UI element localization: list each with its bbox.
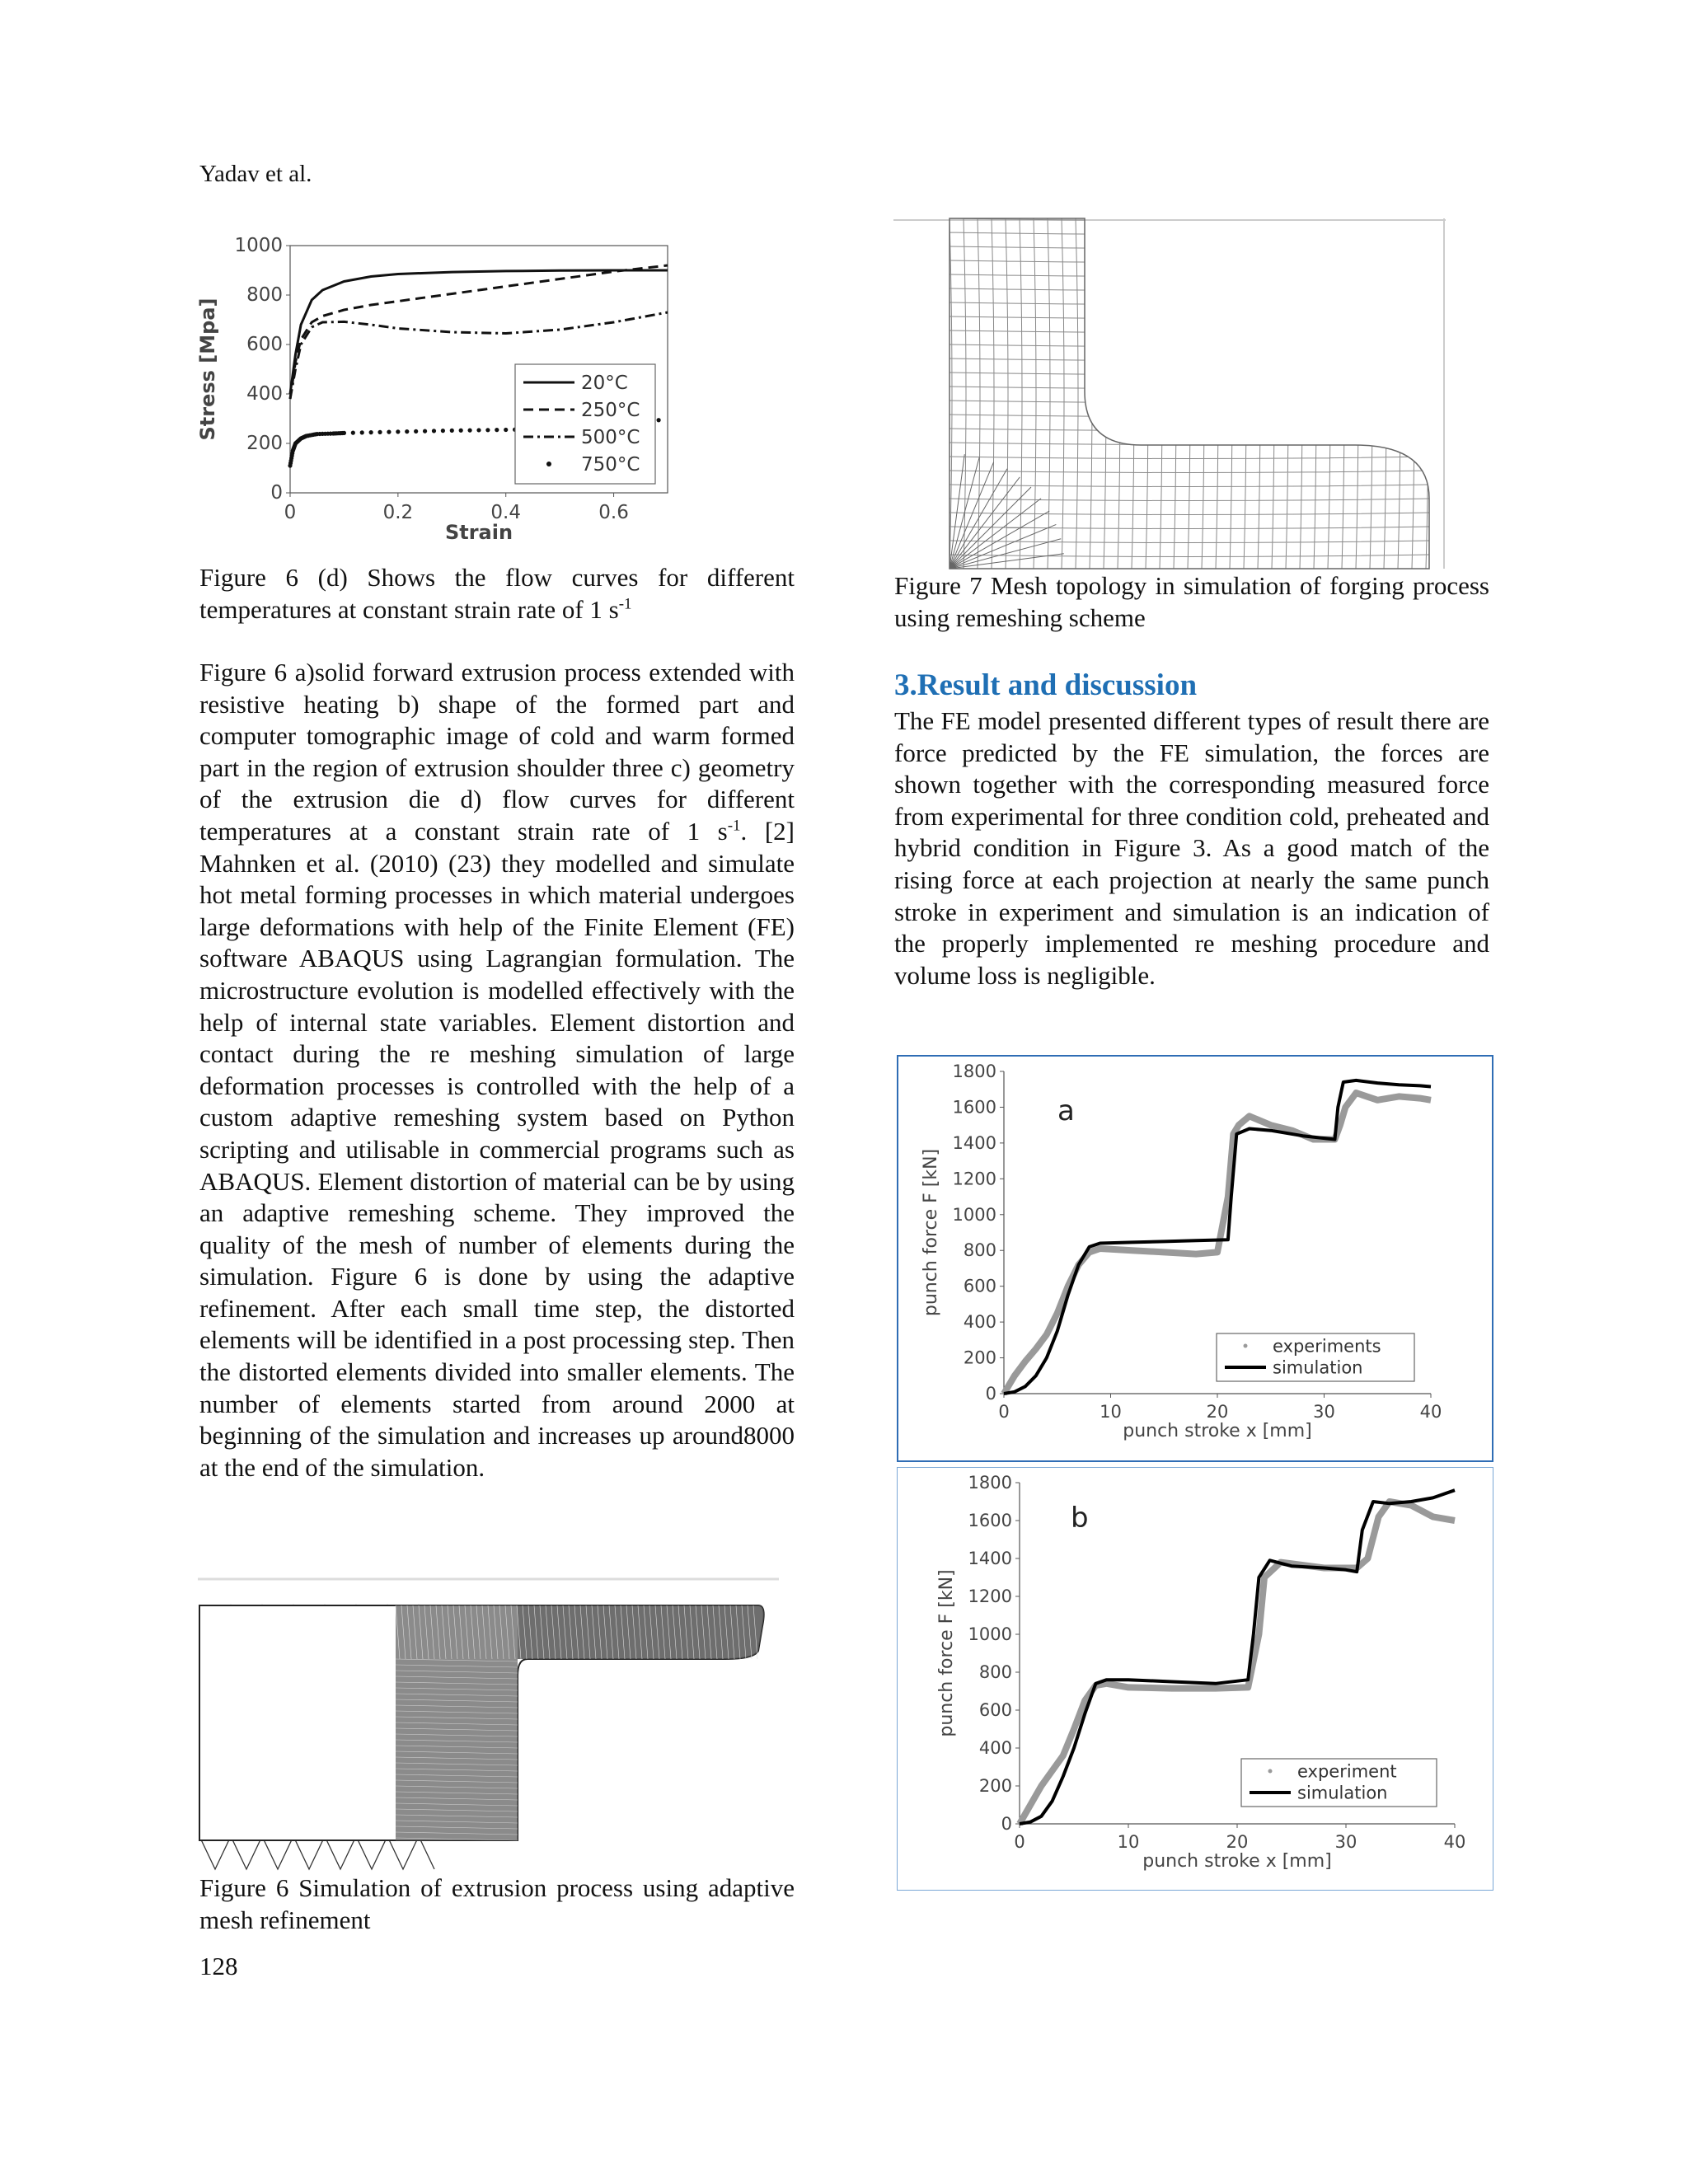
series-point-750-c: [342, 431, 346, 435]
x-tick-label: 30: [1334, 1832, 1357, 1852]
figure-6d-caption-text: Figure 6 (d) Shows the flow curves for different temperatures at constant strain rate of 1 s: [199, 563, 795, 624]
x-tick-label: 20: [1206, 1402, 1229, 1422]
y-tick-label: 600: [978, 1700, 1012, 1720]
y-axis-label: Stress [Mpa]: [196, 298, 219, 441]
series-point-750-c: [405, 429, 409, 434]
y-tick-label: 200: [246, 433, 283, 454]
y-tick-label: 600: [246, 334, 283, 355]
series-point-750-c: [369, 430, 373, 434]
x-tick-label: 10: [1117, 1832, 1140, 1852]
figure-6d-caption: [199, 562, 795, 626]
y-tick-label: 1600: [968, 1511, 1012, 1530]
flow-curves-chart: [196, 232, 678, 554]
legend-label-20-c: 20°C: [581, 373, 628, 395]
x-axis-label: Strain: [444, 521, 513, 544]
y-tick-label: 0: [270, 482, 283, 504]
series-point-750-c: [396, 429, 400, 434]
x-tick-label: 40: [1419, 1402, 1442, 1422]
series-point-750-c: [467, 429, 471, 433]
figure-7-caption: Figure 7 Mesh topology in simulation of forging process using remeshing scheme: [894, 571, 1489, 632]
y-tick-label: 1000: [952, 1204, 996, 1225]
series-point-750-c: [351, 431, 355, 435]
y-tick-label: 1000: [234, 235, 283, 256]
series-point-750-c: [360, 430, 364, 434]
series-point-750-c: [423, 429, 427, 434]
panel-label: b: [1071, 1502, 1089, 1535]
y-axis-label: punch force F [kN]: [921, 1148, 941, 1317]
series-point-750-c: [450, 429, 454, 433]
force-chart-b: [897, 1467, 1493, 1891]
y-tick-label: 200: [963, 1347, 996, 1368]
y-axis-label: punch force F [kN]: [936, 1569, 957, 1737]
page-number: 128: [199, 1952, 238, 1980]
x-tick-label: 40: [1443, 1832, 1466, 1852]
x-tick-label: 0: [284, 502, 297, 523]
legend-label-750-c: 750°C: [581, 454, 640, 476]
legend-swatch-experiment: [1268, 1769, 1273, 1774]
x-tick-label: 30: [1313, 1402, 1335, 1422]
section-text: The FE model presented different types of result there are force predicted by the FE simulation, the forces are shown together with the corresponding measured force from experimental for three condition cold, preheated and hybrid condition in Figure 3. As a good match of the rising force at each projection at nearly the same punch stroke in experiment and simulation is an indication of the properly implemented re meshing procedure and volume loss is negligible.: [894, 706, 1489, 990]
legend-label-250-c: 250°C: [581, 400, 640, 422]
series-point-750-c: [485, 428, 490, 432]
y-tick-label: 1600: [952, 1097, 996, 1118]
left-paragraph-part2: . [2] Mahnken et al. (2010) (23) they modelled and simulate hot metal forming processes in which material undergoes large deformations with help of the Finite Element (FE) software ABAQUS using Lagrangian formulation. The microstructure evolution is modelled effectively with the help of internal state variables. Element distortion and contact during the re meshing simulation of large deformation processes is controlled with the help of a custom adaptive remeshing system based on Python scripting and utilisable in commercial programs such as ABAQUS. Element distortion of material can be by using an adaptive remeshing scheme. They improved the quality of the mesh of number of elements during the simulation. Figure 6 is done by using the adaptive refinement. After each small time step, the distorted elements will be identified in a post processing step. Then the distorted elements divided into smaller elements. The number of elements started from around 2000 at beginning of the simulation and increases up around8000 at the end of the simulation.: [199, 816, 795, 1482]
x-axis-label: punch stroke x [mm]: [1123, 1421, 1312, 1441]
y-tick-label: 0: [985, 1384, 996, 1404]
y-tick-label: 1200: [968, 1586, 1012, 1606]
series-point-750-c: [387, 430, 391, 434]
x-axis-label: punch stroke x [mm]: [1142, 1851, 1332, 1872]
panel-label: a: [1057, 1094, 1075, 1127]
y-tick-label: 1800: [968, 1473, 1012, 1493]
y-tick-label: 0: [1001, 1814, 1012, 1834]
legend-swatch-experiments: [1244, 1344, 1248, 1348]
legend-label-500-c: 500°C: [581, 427, 640, 449]
y-tick-label: 400: [963, 1312, 996, 1333]
y-tick-label: 800: [246, 284, 283, 306]
series-point-750-c: [377, 430, 382, 434]
left-paragraph-part1: Figure 6 a)solid forward extrusion process extended with resistive heating b) shape of the formed part and computer tomographic image of cold and warm formed part in the region of extrusion shoulder three c) geometry of the extrusion die d) flow curves for different temperatures at a constant strain rate of 1 s: [199, 658, 795, 846]
series-point-750-c: [504, 428, 508, 432]
legend-label-simulation: simulation: [1273, 1357, 1363, 1378]
y-tick-label: 1400: [952, 1132, 996, 1153]
running-head: Yadav et al.: [199, 161, 312, 187]
x-tick-label: 10: [1100, 1402, 1122, 1422]
y-tick-label: 1000: [968, 1624, 1012, 1644]
series-point-750-c: [476, 428, 481, 432]
y-tick-label: 200: [978, 1776, 1012, 1796]
left-paragraph: [199, 657, 795, 1483]
y-tick-label: 400: [978, 1738, 1012, 1758]
legend-label-experiment: experiment: [1297, 1761, 1397, 1782]
legend-swatch-750-c: [546, 462, 551, 466]
series-point-750-c: [432, 429, 436, 433]
series-point-750-c: [414, 429, 418, 434]
y-tick-label: 1400: [968, 1549, 1012, 1568]
figure-6-caption: Figure 6 Simulation of extrusion process using adaptive mesh refinement: [199, 1873, 795, 1934]
series-point-750-c: [495, 428, 499, 432]
force-chart-a: [897, 1055, 1493, 1462]
y-tick-label: 800: [963, 1240, 996, 1261]
series-point-750-c: [459, 429, 463, 433]
y-tick-label: 600: [963, 1276, 996, 1296]
mesh-grid: [950, 218, 1429, 571]
legend-label-experiments: experiments: [1273, 1336, 1381, 1357]
y-tick-label: 1200: [952, 1169, 996, 1189]
x-tick-label: 0.2: [382, 502, 414, 523]
extrusion-mesh-image: [198, 1577, 779, 1849]
y-tick-label: 800: [978, 1662, 1012, 1682]
series-point-750-c: [441, 429, 445, 433]
forging-mesh-image: [893, 218, 1446, 569]
x-tick-label: 0.4: [490, 502, 522, 523]
legend-label-simulation: simulation: [1297, 1783, 1388, 1803]
x-tick-label: 20: [1226, 1832, 1249, 1852]
figure-6d-caption-sup: -1: [618, 595, 632, 613]
left-paragraph-sup: -1: [727, 817, 741, 835]
series-point-750-c: [656, 418, 660, 422]
y-tick-label: 1800: [952, 1062, 996, 1081]
mesh-grid-lines: [950, 218, 1429, 571]
x-tick-label: 0.6: [598, 502, 629, 523]
section-heading: 3.Result and discussion: [894, 668, 1198, 702]
y-tick-label: 400: [246, 383, 283, 405]
x-tick-label: 0: [998, 1402, 1010, 1422]
x-tick-label: 0: [1014, 1832, 1025, 1852]
mesh-dense-top: [518, 1605, 764, 1659]
